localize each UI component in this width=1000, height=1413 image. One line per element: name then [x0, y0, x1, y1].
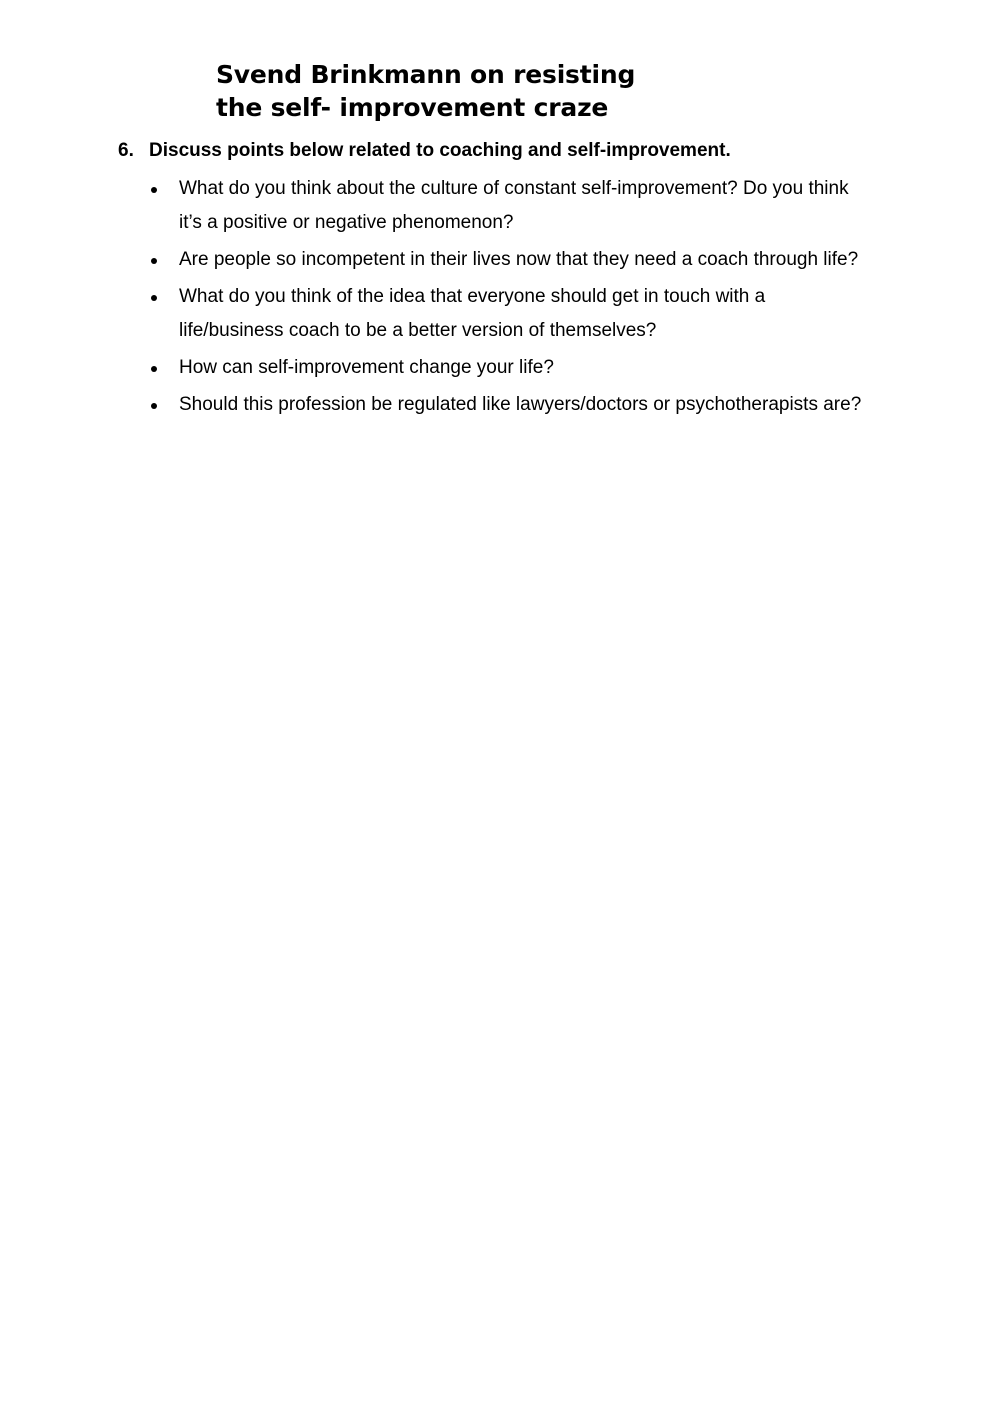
list-item [148, 280, 868, 348]
document-title [216, 58, 776, 124]
section-heading [118, 139, 878, 163]
section-heading-text: Discuss points below related to coaching and self-improvement. [149, 140, 731, 161]
list-item-text: What do you think about the culture of constant self-improvement? Do you think it’s a positive or negative phenomenon? [179, 178, 849, 233]
title-line-2: the self- improvement craze [216, 93, 609, 122]
list-item-text: Are people so incompetent in their lives now that they need a coach through life? [179, 249, 859, 270]
bullet-icon [151, 258, 157, 264]
list-item [148, 351, 868, 385]
list-item-text: What do you think of the idea that everyone should get in touch with a life/business coach to be a better version of themselves? [179, 286, 766, 341]
bullet-icon [151, 403, 157, 409]
list-item-text: How can self-improvement change your life? [179, 357, 554, 378]
bullet-icon [151, 295, 157, 301]
section-number: 6. [118, 140, 134, 161]
bullet-icon [151, 187, 157, 193]
list-item [148, 243, 868, 277]
title-line-1: Svend Brinkmann on resisting [216, 60, 636, 89]
list-item [148, 388, 868, 422]
bullet-icon [151, 366, 157, 372]
list-item [148, 172, 868, 240]
discussion-points-list [148, 172, 868, 425]
list-item-text: Should this profession be regulated like lawyers/doctors or psychotherapists are? [179, 394, 862, 415]
